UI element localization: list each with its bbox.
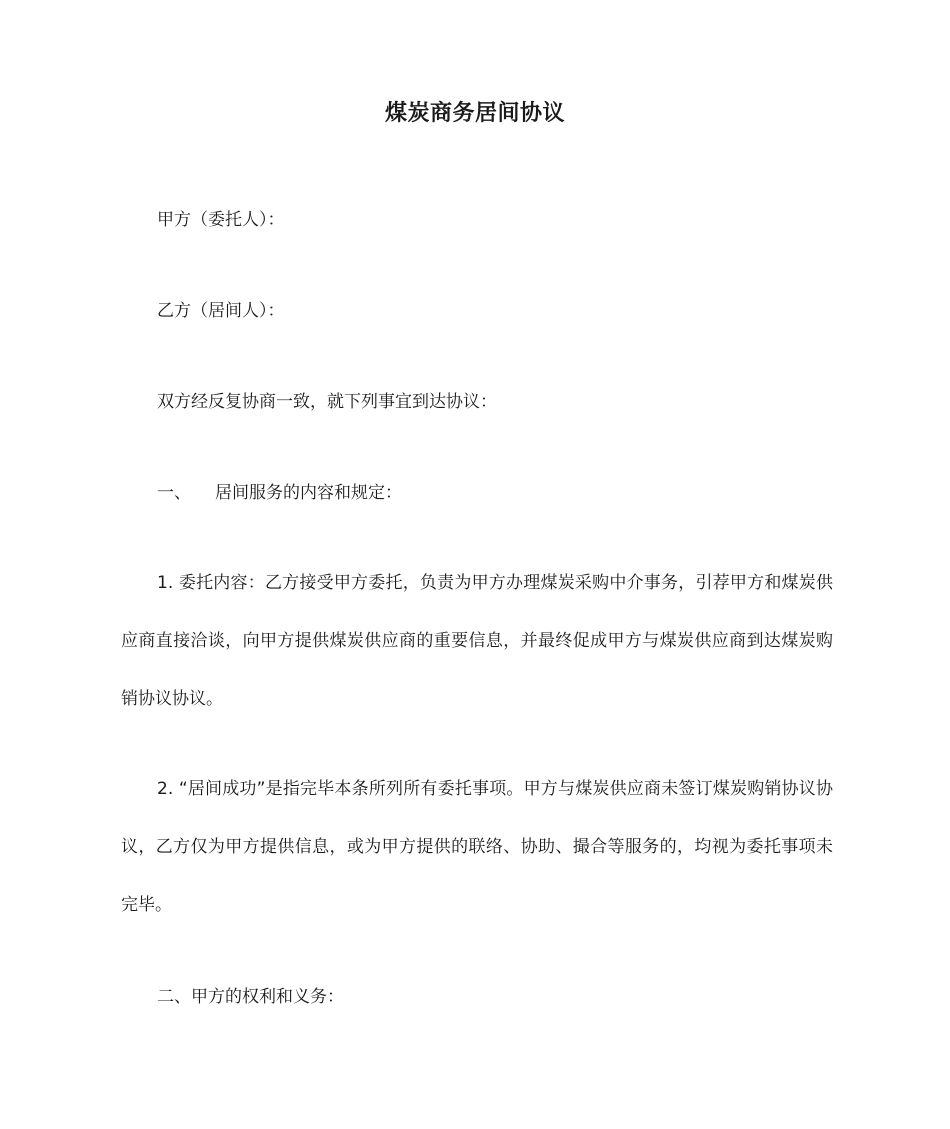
clause-1-paragraph: 1. 委托内容：乙方接受甲方委托，负责为甲方办理煤炭采购中介事务，引荐甲方和煤炭供应商直接洽谈，向甲方提供煤炭供应商的重要信息，并最终促成甲方与煤炭供应商到达煤炭购销协议协议。 [121,573,833,709]
section-1-title: 居间服务的内容和规定： [215,483,402,503]
intro-text: 双方经反复协商一致，就下列事宜到达协议： [157,392,497,412]
section-2-heading: 二、甲方的权利和义务： [157,987,344,1007]
party-b-label: 乙方（居间人）： [157,301,285,321]
clause-2-paragraph: 2. “居间成功”是指完毕本条所列所有委托事项。甲方与煤炭供应商未签订煤炭购销协议协议，乙方仅为甲方提供信息，或为甲方提供的联络、协助、撮合等服务的，均视为委托事项未完毕。 [121,779,833,915]
section-1-heading [157,479,402,507]
party-a-label: 甲方（委托人）： [157,210,285,230]
section-1-number: 一、 [157,483,191,503]
document-title: 煤炭商务居间协议 [384,101,565,126]
